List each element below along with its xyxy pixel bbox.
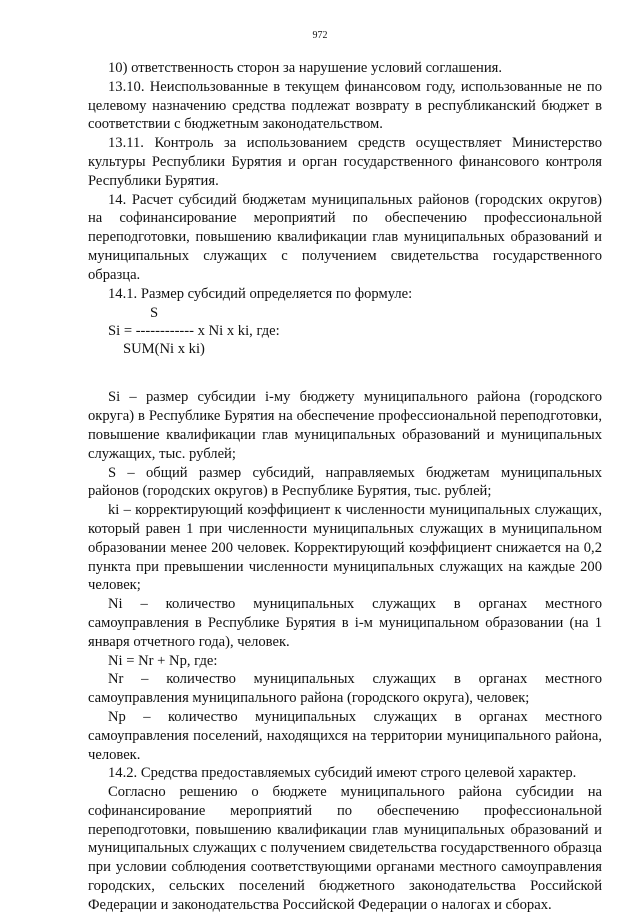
page-number: 972 [312,30,328,41]
paragraph-item-10: 10) ответственность сторон за нарушение условий соглашения. [108,60,503,76]
subsidy-formula [88,305,602,358]
paragraph-14: 14. Расчет субсидий бюджетам муниципальных районов (городских округов) на софинансирование мероприятий по обеспечению профессиональной переподготовки, повышению квалификации глав муниципальных образований и муниципальных служащих с получением свидетельства государственного образца. [88,191,602,283]
formula-ni: Ni = Nr + Np, где: [108,652,218,669]
paragraph-13-10: 13.10. Неиспользованные в текущем финансовом году, использованные не по целевому назначению средства подлежат возврату в республиканский бюджет в соответствии с бюджетным законодательством. [88,78,602,133]
definition-si: Si – размер субсидии i-му бюджету муниципального района (городского округа) в Республике Бурятия на обеспечение профессиональной переподготовки, повышение квалификации глав муниципальных образований и муниципальных служащих, тыс. рублей; [88,389,602,462]
definition-ni: Ni – количество муниципальных служащих в органах местного самоуправления в Республике Бурятия в i-м муниципальном образовании (на 1 января отчетного года), человек. [88,596,602,650]
definition-np: Np – количество муниципальных служащих в органах местного самоуправления поселений, находящихся на территории муниципального района, человек. [88,708,602,763]
paragraph-budget-decision: Согласно решению о бюджете муниципального района субсидии на софинансирование мероприятий по обеспечению профессиональной переподготовки, повышению квалификации глав муниципальных образований и муниципальных служащих с получением свидетельства государственного образца при условии соблюдения соответствующими органами местного самоуправления городских, сельских поселений бюджетного законодательства Российской Федерации и законодательства Российской Федерации о налогах и сборах. [88,784,602,913]
formula-numerator: S [150,305,159,322]
formula-main-line: Si = ------------ x Ni x ki, где: [108,323,280,340]
document-body [88,59,602,915]
paragraph-14-1: 14.1. Размер субсидий определяется по формуле: [108,285,413,302]
definition-nr: Nr – количество муниципальных служащих в органах местного самоуправления муниципального района (городского округа), человек; [88,671,602,707]
paragraph-13-11: 13.11. Контроль за использованием средств осуществляет Министерство культуры Республики Бурятия и орган государственного финансового контроля Республики Бурятия. [88,135,602,189]
paragraph-14-2: 14.2. Средства предоставляемых субсидий имеют строго целевой характер. [108,765,577,782]
definition-s: S – общий размер субсидий, направляемых бюджетам муниципальных районов (городских округов) в Республике Бурятия, тыс. рублей; [88,464,602,500]
definition-ki: ki – корректирующий коэффициент к численности муниципальных служащих, который равен 1 при численности муниципальных служащих в муниципальном образовании менее 200 человек. Корректирующий коэффициент снижается на 0,2 пункта при превышении численности муниципальных служащих на каждые 200 человек; [88,502,602,594]
formula-denominator: SUM(Ni x ki) [123,341,205,358]
